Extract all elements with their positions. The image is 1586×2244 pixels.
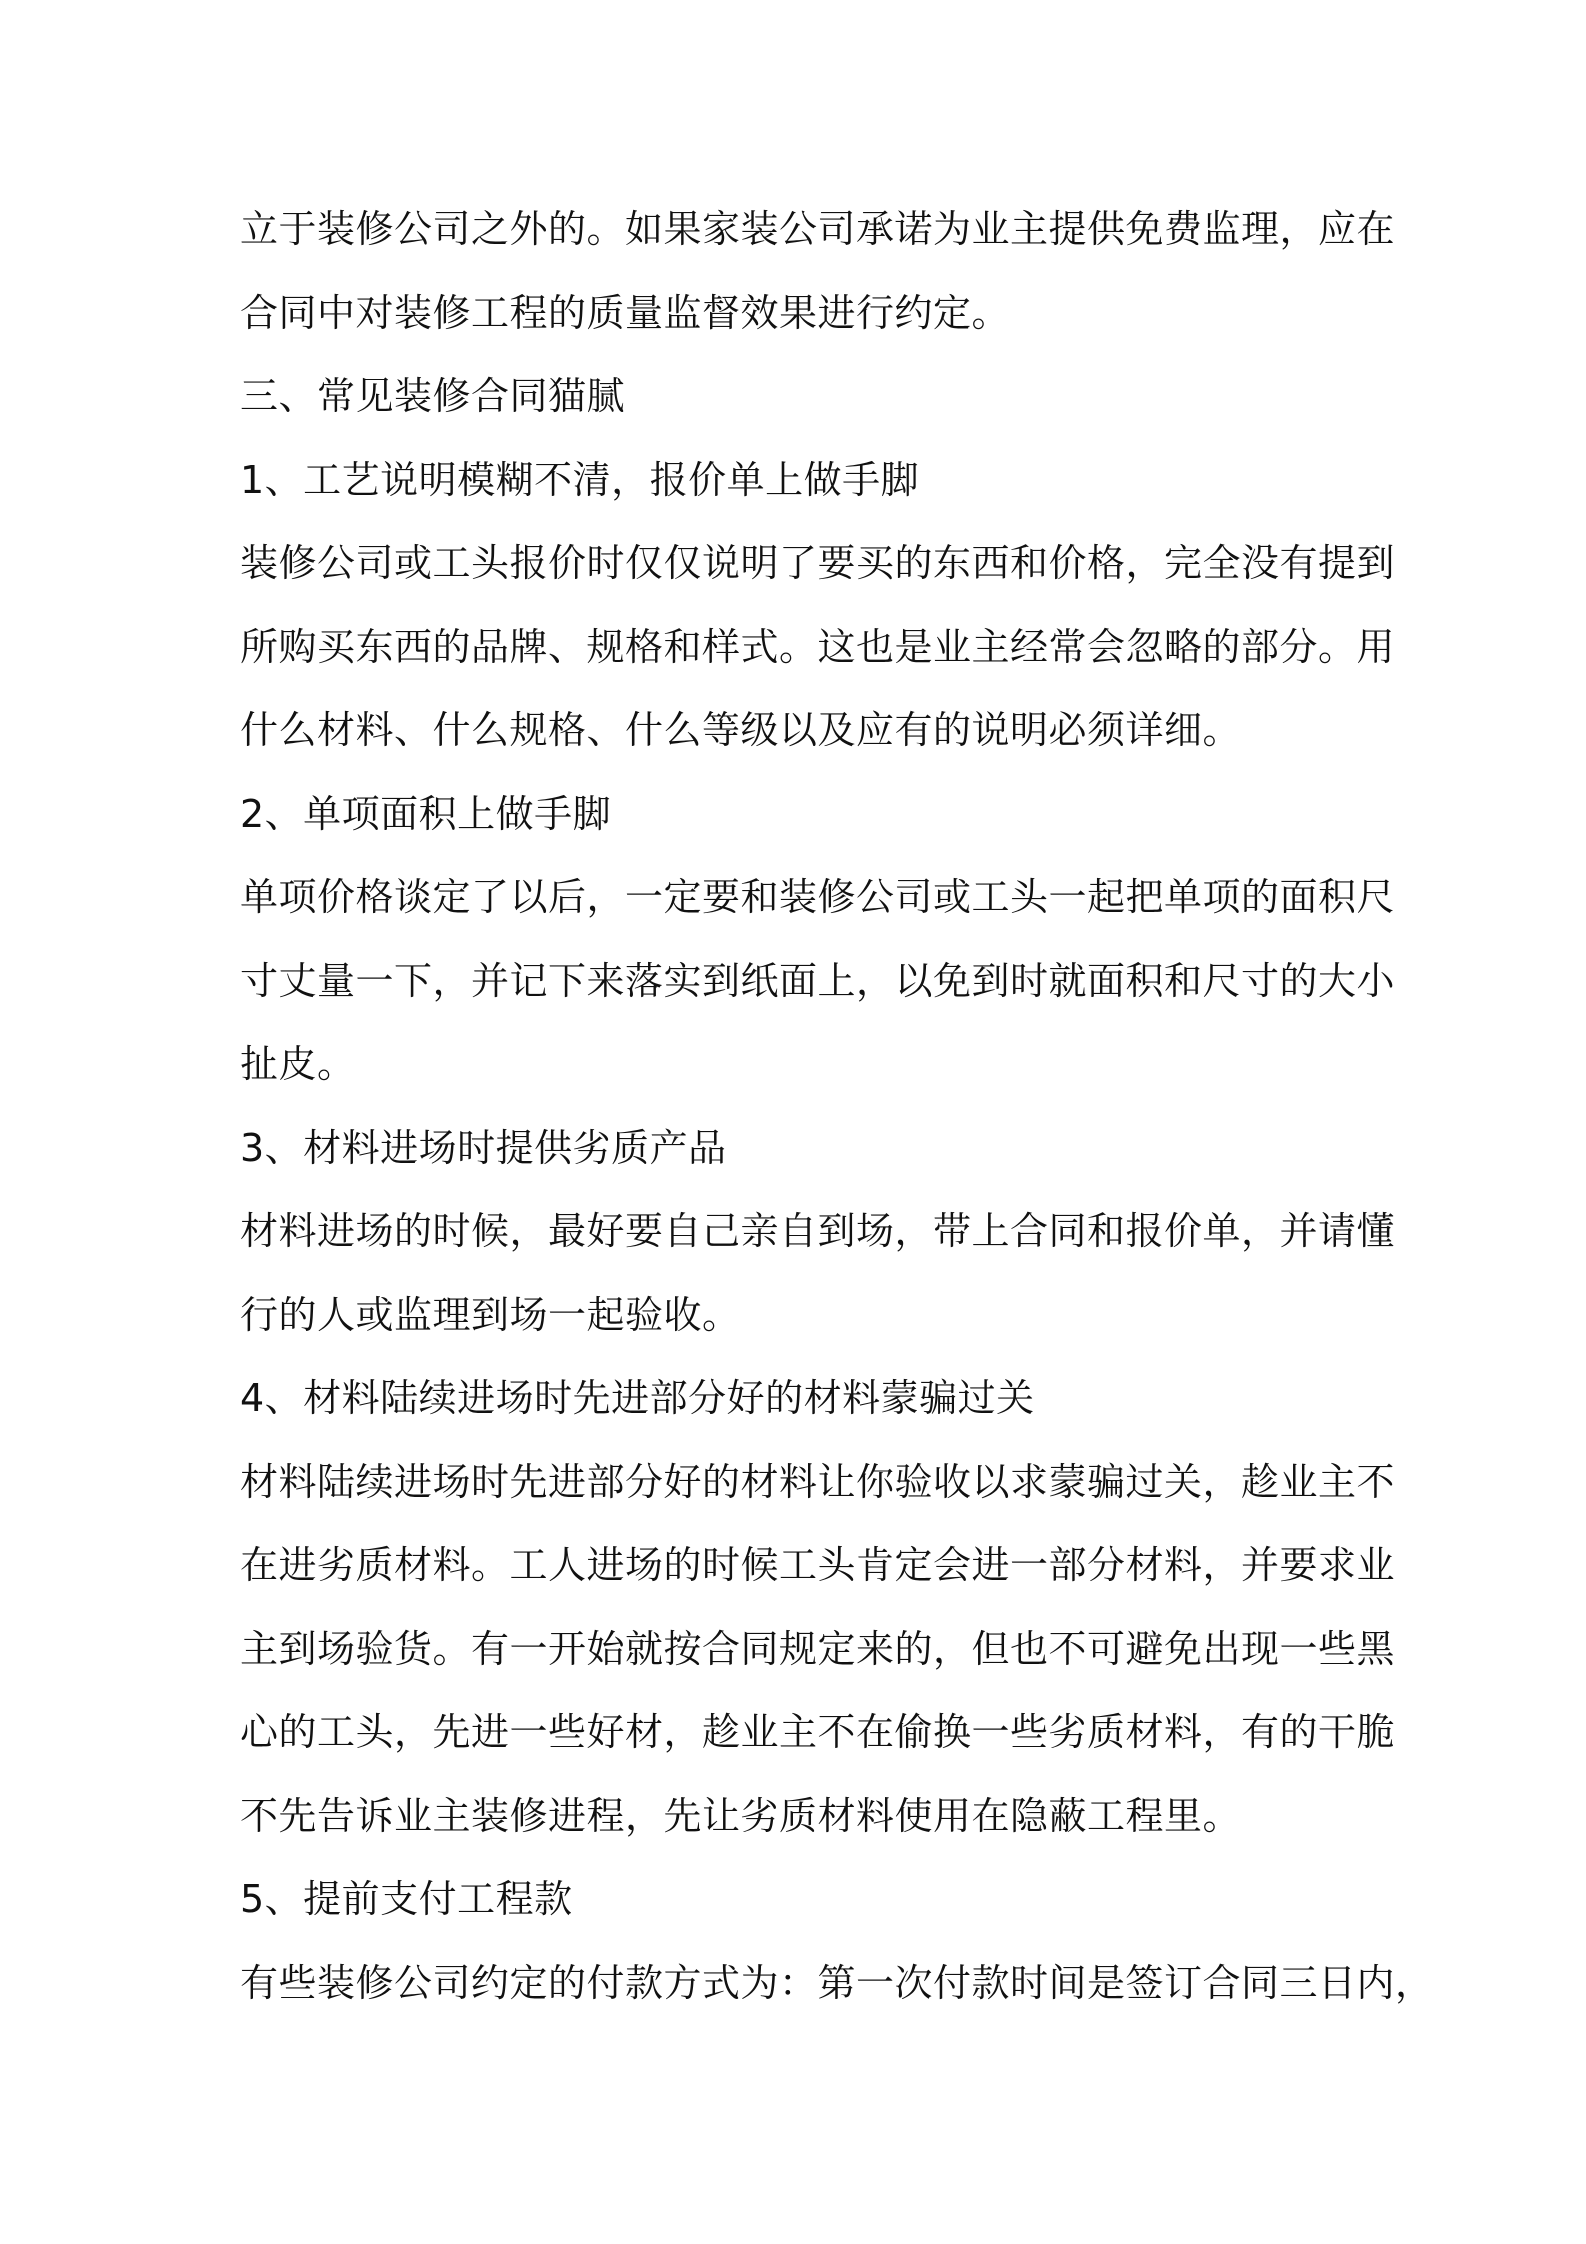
text-line: 单项价格谈定了以后，一定要和装修公司或工头一起把单项的面积尺 [240, 875, 1396, 919]
text-line: 在进劣质材料。工人进场的时候工头肯定会进一部分材料，并要求业 [240, 1543, 1396, 1587]
text-line: 行的人或监理到场一起验收。 [240, 1292, 741, 1337]
text-line: 不先告诉业主装修进程，先让劣质材料使用在隐蔽工程里。 [240, 1793, 1242, 1838]
item-heading: 2、单项面积上做手脚 [240, 791, 612, 836]
item-heading: 1、工艺说明模糊不清，报价单上做手脚 [240, 457, 920, 502]
item-heading: 3、材料进场时提供劣质产品 [240, 1125, 727, 1170]
text-line: 心的工头，先进一些好材，趁业主不在偷换一些劣质材料，有的干脆 [240, 1710, 1396, 1754]
document-body [240, 196, 1434, 2033]
item-heading: 5、提前支付工程款 [240, 1877, 573, 1921]
text-line: 扯皮。 [240, 1042, 356, 1086]
text-line: 材料进场的时候，最好要自己亲自到场，带上合同和报价单，并请懂 [240, 1209, 1396, 1253]
item-heading: 4、材料陆续进场时先进部分好的材料蒙骗过关 [240, 1376, 1035, 1420]
text-line: 立于装修公司之外的。如果家装公司承诺为业主提供免费监理，应在 [240, 207, 1396, 251]
section-heading: 三、常见装修合同猫腻 [240, 374, 626, 418]
text-line: 什么材料、什么规格、什么等级以及应有的说明必须详细。 [240, 708, 1242, 752]
text-line: 主到场验货。有一开始就按合同规定来的，但也不可避免出现一些黑 [240, 1626, 1396, 1671]
text-line: 寸丈量一下，并记下来落实到纸面上，以免到时就面积和尺寸的大小 [240, 958, 1396, 1003]
text-line: 所购买东西的品牌、规格和样式。这也是业主经常会忽略的部分。用 [240, 624, 1396, 669]
text-line: 有些装修公司约定的付款方式为：第一次付款时间是签订合同三日内， [240, 1960, 1434, 2005]
text-line: 装修公司或工头报价时仅仅说明了要买的东西和价格，完全没有提到 [240, 541, 1396, 585]
text-line: 材料陆续进场时先进部分好的材料让你验收以求蒙骗过关，趁业主不 [240, 1459, 1396, 1504]
text-line: 合同中对装修工程的质量监督效果进行约定。 [240, 290, 1011, 335]
